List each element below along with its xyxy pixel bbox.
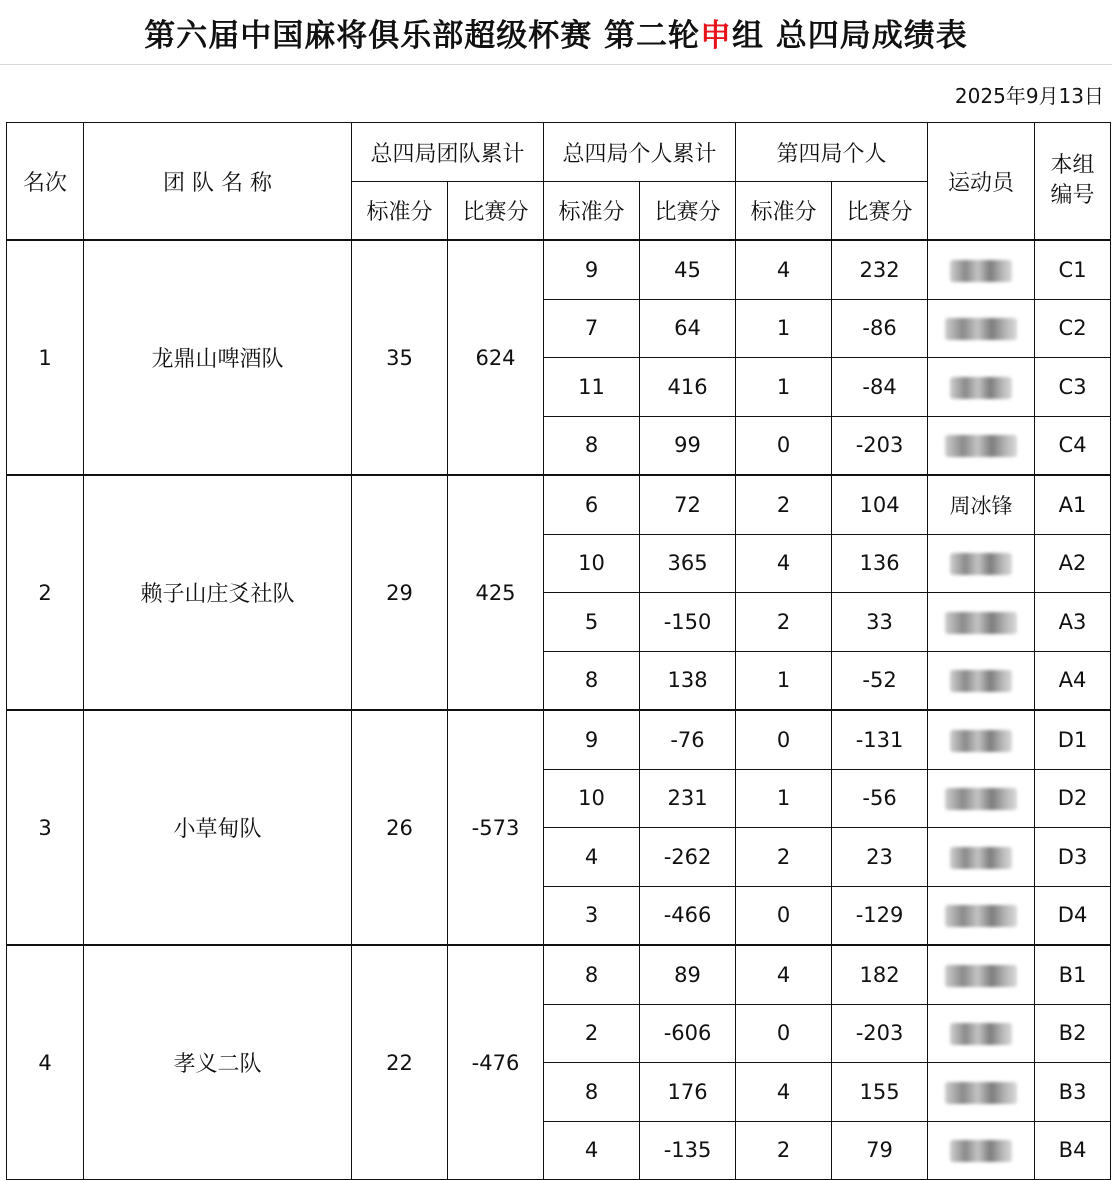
header-team-name: 团 队 名 称 — [84, 123, 352, 241]
header-individual-total: 总四局个人累计 — [544, 123, 736, 182]
team-name: 小草甸队 — [84, 710, 352, 945]
player-r4-std: 4 — [736, 240, 832, 299]
player-total-std: 4 — [544, 1121, 640, 1180]
player-r4-std: 1 — [736, 769, 832, 828]
player-total-match: 89 — [640, 945, 736, 1004]
title-highlight: 申 — [700, 17, 732, 54]
header-code — [1035, 123, 1111, 241]
player-r4-std: 2 — [736, 593, 832, 652]
header-ind-match: 比赛分 — [640, 182, 736, 241]
results-table — [6, 122, 1111, 1180]
team-rank: 2 — [7, 475, 84, 710]
player-total-match: 176 — [640, 1063, 736, 1122]
player-name — [928, 710, 1035, 769]
redacted-name — [945, 318, 1017, 340]
team-total-match: -573 — [448, 710, 544, 945]
team-total-std: 26 — [352, 710, 448, 945]
player-r4-match: 155 — [832, 1063, 928, 1122]
table-row — [7, 240, 1111, 299]
team-total-std: 29 — [352, 475, 448, 710]
player-code: D3 — [1035, 828, 1111, 887]
player-total-std: 10 — [544, 769, 640, 828]
redacted-name — [950, 553, 1012, 575]
player-name — [928, 299, 1035, 358]
player-r4-match: -203 — [832, 1004, 928, 1063]
player-total-match: 416 — [640, 358, 736, 417]
player-r4-std: 2 — [736, 475, 832, 534]
player-r4-std: 0 — [736, 416, 832, 475]
player-total-match: 365 — [640, 534, 736, 593]
report-date: 2025年9月13日 — [954, 84, 1104, 108]
player-total-match: 45 — [640, 240, 736, 299]
player-total-std: 9 — [544, 240, 640, 299]
player-r4-std: 2 — [736, 828, 832, 887]
player-r4-match: -203 — [832, 416, 928, 475]
player-code: C4 — [1035, 416, 1111, 475]
header-player: 运动员 — [928, 123, 1035, 241]
player-r4-std: 4 — [736, 534, 832, 593]
player-total-match: 231 — [640, 769, 736, 828]
player-r4-match: -86 — [832, 299, 928, 358]
player-r4-std: 1 — [736, 299, 832, 358]
player-total-match: 64 — [640, 299, 736, 358]
player-code: A3 — [1035, 593, 1111, 652]
redacted-name — [950, 1023, 1012, 1045]
team-rank: 4 — [7, 945, 84, 1180]
player-total-match: -76 — [640, 710, 736, 769]
player-name — [928, 593, 1035, 652]
player-r4-std: 2 — [736, 1121, 832, 1180]
table-row — [7, 945, 1111, 1004]
player-total-std: 5 — [544, 593, 640, 652]
redacted-name — [945, 1082, 1017, 1104]
header-team-std: 标准分 — [352, 182, 448, 241]
player-name — [928, 358, 1035, 417]
player-total-std: 11 — [544, 358, 640, 417]
redacted-name — [950, 260, 1012, 282]
player-code: B2 — [1035, 1004, 1111, 1063]
player-total-std: 2 — [544, 1004, 640, 1063]
player-total-match: -466 — [640, 886, 736, 945]
player-total-std: 7 — [544, 299, 640, 358]
player-total-std: 9 — [544, 710, 640, 769]
player-code: B3 — [1035, 1063, 1111, 1122]
team-rank: 3 — [7, 710, 84, 945]
player-total-std: 3 — [544, 886, 640, 945]
player-r4-std: 1 — [736, 651, 832, 710]
player-code: A1 — [1035, 475, 1111, 534]
player-code: A4 — [1035, 651, 1111, 710]
player-r4-match: 232 — [832, 240, 928, 299]
player-r4-match: 104 — [832, 475, 928, 534]
player-total-match: 72 — [640, 475, 736, 534]
player-code: C1 — [1035, 240, 1111, 299]
player-total-std: 8 — [544, 1063, 640, 1122]
player-total-std: 8 — [544, 651, 640, 710]
player-code: A2 — [1035, 534, 1111, 593]
title-divider — [0, 64, 1112, 65]
header-ind-std: 标准分 — [544, 182, 640, 241]
player-r4-std: 0 — [736, 1004, 832, 1063]
header-team-match: 比赛分 — [448, 182, 544, 241]
redacted-name — [950, 730, 1012, 752]
player-r4-match: 182 — [832, 945, 928, 1004]
team-name: 龙鼎山啤酒队 — [84, 240, 352, 475]
team-total-match: -476 — [448, 945, 544, 1180]
player-r4-std: 4 — [736, 1063, 832, 1122]
header-rank: 名次 — [7, 123, 84, 241]
player-total-match: -150 — [640, 593, 736, 652]
redacted-name — [945, 435, 1017, 457]
player-name — [928, 886, 1035, 945]
player-r4-match: -52 — [832, 651, 928, 710]
player-name — [928, 945, 1035, 1004]
player-r4-match: -56 — [832, 769, 928, 828]
redacted-name — [950, 1140, 1012, 1162]
player-name — [928, 416, 1035, 475]
redacted-name — [950, 670, 1012, 692]
player-name — [928, 534, 1035, 593]
redacted-name — [945, 788, 1017, 810]
player-code: D2 — [1035, 769, 1111, 828]
header-r4-std: 标准分 — [736, 182, 832, 241]
header-code-text: 本组编号 — [1050, 153, 1095, 208]
player-total-std: 4 — [544, 828, 640, 887]
player-code: C3 — [1035, 358, 1111, 417]
table-row — [7, 475, 1111, 534]
player-code: C2 — [1035, 299, 1111, 358]
player-total-match: 138 — [640, 651, 736, 710]
team-name: 孝义二队 — [84, 945, 352, 1180]
player-name — [928, 651, 1035, 710]
player-r4-std: 4 — [736, 945, 832, 1004]
team-total-std: 22 — [352, 945, 448, 1180]
redacted-name — [945, 965, 1017, 987]
player-r4-match: 23 — [832, 828, 928, 887]
player-total-match: 99 — [640, 416, 736, 475]
team-total-match: 425 — [448, 475, 544, 710]
player-r4-std: 1 — [736, 358, 832, 417]
header-round4: 第四局个人 — [736, 123, 928, 182]
player-total-match: -135 — [640, 1121, 736, 1180]
page-title — [0, 0, 1112, 64]
player-name — [928, 240, 1035, 299]
player-r4-std: 0 — [736, 886, 832, 945]
player-r4-match: -131 — [832, 710, 928, 769]
team-total-match: 624 — [448, 240, 544, 475]
player-name — [928, 1063, 1035, 1122]
player-name — [928, 1004, 1035, 1063]
redacted-name — [950, 847, 1012, 869]
player-total-match: -606 — [640, 1004, 736, 1063]
player-total-match: -262 — [640, 828, 736, 887]
player-name — [928, 1121, 1035, 1180]
title-part2: 组 总四局成绩表 — [732, 17, 968, 54]
player-name — [928, 828, 1035, 887]
player-r4-std: 0 — [736, 710, 832, 769]
header-r4-match: 比赛分 — [832, 182, 928, 241]
team-rank: 1 — [7, 240, 84, 475]
redacted-name — [945, 612, 1017, 634]
team-total-std: 35 — [352, 240, 448, 475]
player-code: D4 — [1035, 886, 1111, 945]
player-name: 周冰锋 — [928, 475, 1035, 534]
header-team-total: 总四局团队累计 — [352, 123, 544, 182]
player-code: B1 — [1035, 945, 1111, 1004]
title-part1: 第六届中国麻将俱乐部超级杯赛 第二轮 — [144, 17, 700, 54]
player-r4-match: -84 — [832, 358, 928, 417]
player-r4-match: 33 — [832, 593, 928, 652]
player-r4-match: 136 — [832, 534, 928, 593]
redacted-name — [950, 377, 1012, 399]
player-total-std: 10 — [544, 534, 640, 593]
table-row — [7, 710, 1111, 769]
player-r4-match: -129 — [832, 886, 928, 945]
redacted-name — [945, 905, 1017, 927]
player-code: B4 — [1035, 1121, 1111, 1180]
player-r4-match: 79 — [832, 1121, 928, 1180]
team-name: 赖子山庄爻社队 — [84, 475, 352, 710]
player-total-std: 8 — [544, 416, 640, 475]
player-total-std: 8 — [544, 945, 640, 1004]
player-code: D1 — [1035, 710, 1111, 769]
player-total-std: 6 — [544, 475, 640, 534]
player-name — [928, 769, 1035, 828]
